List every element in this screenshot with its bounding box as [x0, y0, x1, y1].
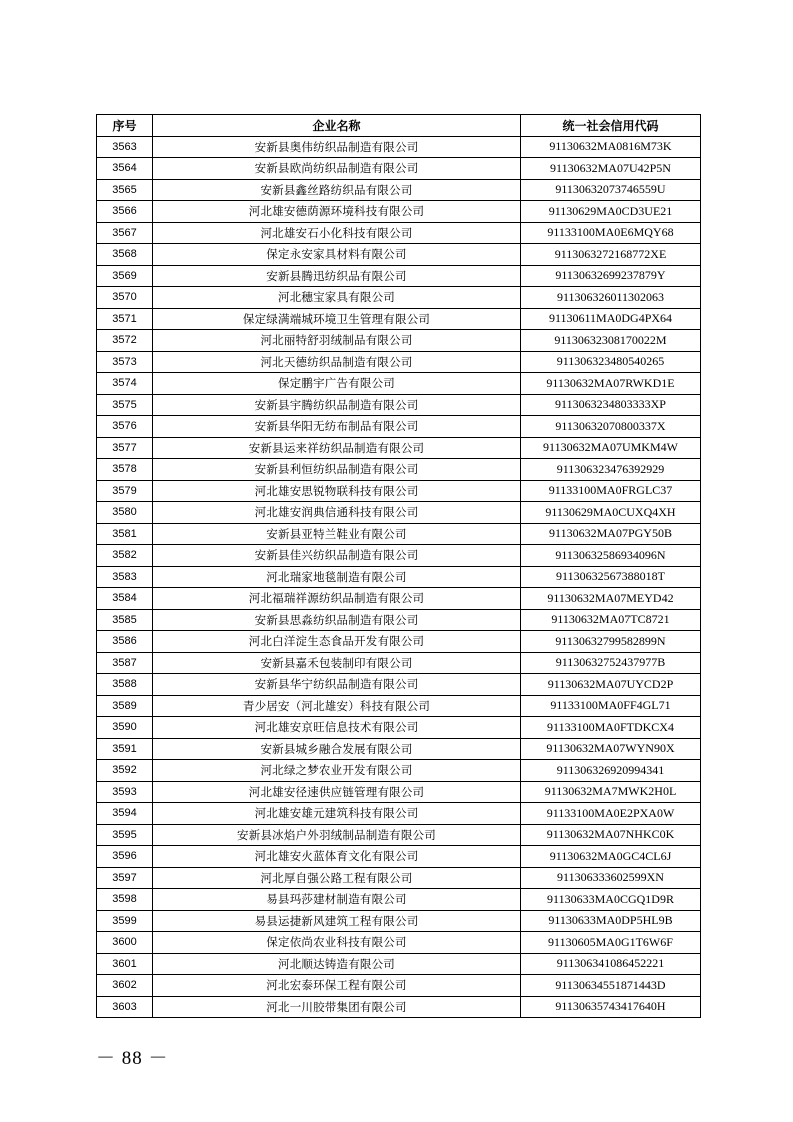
credit-code-cell: 91130632070800337X	[521, 416, 701, 438]
credit-code-cell: 91130632MA07PGY50B	[521, 523, 701, 545]
company-name-cell: 安新县华阳无纺布制品有限公司	[153, 416, 521, 438]
serial-number-cell: 3600	[97, 932, 153, 954]
company-name-cell: 保定绿满端城环境卫生管理有限公司	[153, 308, 521, 330]
company-name-cell: 安新县城乡融合发展有限公司	[153, 738, 521, 760]
company-name-cell: 安新县冰焰户外羽绒制品制造有限公司	[153, 824, 521, 846]
serial-number-cell: 3581	[97, 523, 153, 545]
table-row	[97, 738, 701, 760]
credit-code-cell: 911306323476392929	[521, 459, 701, 481]
table-row	[97, 545, 701, 567]
table-row	[97, 867, 701, 889]
credit-code-cell: 911306333602599XN	[521, 867, 701, 889]
table-row	[97, 480, 701, 502]
serial-number-cell: 3597	[97, 867, 153, 889]
table-row	[97, 996, 701, 1018]
credit-code-cell: 9113063272168772XE	[521, 244, 701, 266]
company-name-cell: 安新县欧尚纺织品制造有限公司	[153, 158, 521, 180]
credit-code-cell: 91130632MA07RWKD1E	[521, 373, 701, 395]
company-name-cell: 河北丽特舒羽绒制品有限公司	[153, 330, 521, 352]
credit-code-cell: 91130632699237879Y	[521, 265, 701, 287]
credit-code-cell: 9113063234803333XP	[521, 394, 701, 416]
header-company-name: 企业名称	[153, 115, 521, 137]
serial-number-cell: 3574	[97, 373, 153, 395]
serial-number-cell: 3582	[97, 545, 153, 567]
company-name-cell: 河北雄安德荫源环境科技有限公司	[153, 201, 521, 223]
credit-code-cell: 91133100MA0FF4GL71	[521, 695, 701, 717]
serial-number-cell: 3596	[97, 846, 153, 868]
serial-number-cell: 3586	[97, 631, 153, 653]
header-credit-code: 统一社会信用代码	[521, 115, 701, 137]
table-row	[97, 437, 701, 459]
table-row	[97, 244, 701, 266]
company-name-cell: 河北福瑞祥源纺织品制造有限公司	[153, 588, 521, 610]
company-name-cell: 河北宏泰环保工程有限公司	[153, 975, 521, 997]
serial-number-cell: 3568	[97, 244, 153, 266]
credit-code-cell: 91130632MA0816M73K	[521, 136, 701, 158]
table-row	[97, 265, 701, 287]
table-row	[97, 609, 701, 631]
company-name-cell: 安新县宇腾纺织品制造有限公司	[153, 394, 521, 416]
table-header-row	[97, 115, 701, 137]
serial-number-cell: 3571	[97, 308, 153, 330]
serial-number-cell: 3583	[97, 566, 153, 588]
company-name-cell: 安新县亚特兰鞋业有限公司	[153, 523, 521, 545]
enterprise-credit-code-table	[96, 114, 701, 1018]
credit-code-cell: 91133100MA0E6MQY68	[521, 222, 701, 244]
table-row	[97, 416, 701, 438]
credit-code-cell: 91130632MA0GC4CL6J	[521, 846, 701, 868]
serial-number-cell: 3573	[97, 351, 153, 373]
credit-code-cell: 91130632586934096N	[521, 545, 701, 567]
company-name-cell: 安新县腾迅纺织品有限公司	[153, 265, 521, 287]
company-name-cell: 河北天德纺织品制造有限公司	[153, 351, 521, 373]
table-row	[97, 760, 701, 782]
table-row	[97, 652, 701, 674]
table-row	[97, 717, 701, 739]
table-row	[97, 287, 701, 309]
credit-code-cell: 91130632MA07UMKM4W	[521, 437, 701, 459]
credit-code-cell: 91130632752437977B	[521, 652, 701, 674]
table-row	[97, 846, 701, 868]
company-name-cell: 青少居安（河北雄安）科技有限公司	[153, 695, 521, 717]
credit-code-cell: 91133100MA0E2PXA0W	[521, 803, 701, 825]
credit-code-cell: 911306323480540265	[521, 351, 701, 373]
table-row	[97, 330, 701, 352]
company-name-cell: 河北雄安京旺信息技术有限公司	[153, 717, 521, 739]
serial-number-cell: 3595	[97, 824, 153, 846]
table-row	[97, 566, 701, 588]
table-row	[97, 394, 701, 416]
table-row	[97, 459, 701, 481]
table-row	[97, 351, 701, 373]
serial-number-cell: 3575	[97, 394, 153, 416]
serial-number-cell: 3598	[97, 889, 153, 911]
serial-number-cell: 3588	[97, 674, 153, 696]
company-name-cell: 易县玛莎建材制造有限公司	[153, 889, 521, 911]
serial-number-cell: 3567	[97, 222, 153, 244]
credit-code-cell: 911306326011302063	[521, 287, 701, 309]
company-name-cell: 安新县奥伟纺织品制造有限公司	[153, 136, 521, 158]
company-name-cell: 河北雄安润典信通科技有限公司	[153, 502, 521, 524]
credit-code-cell: 91130632MA07U42P5N	[521, 158, 701, 180]
serial-number-cell: 3565	[97, 179, 153, 201]
credit-code-cell: 91130633MA0CGQ1D9R	[521, 889, 701, 911]
credit-code-cell: 91130632073746559U	[521, 179, 701, 201]
company-name-cell: 河北穗宝家具有限公司	[153, 287, 521, 309]
credit-code-cell: 91130605MA0G1T6W6F	[521, 932, 701, 954]
serial-number-cell: 3578	[97, 459, 153, 481]
table-row	[97, 588, 701, 610]
credit-code-cell: 91130632MA07UYCD2P	[521, 674, 701, 696]
table-row	[97, 781, 701, 803]
serial-number-cell: 3601	[97, 953, 153, 975]
company-name-cell: 易县运捷新风建筑工程有限公司	[153, 910, 521, 932]
company-name-cell: 河北雄安石小化科技有限公司	[153, 222, 521, 244]
serial-number-cell: 3580	[97, 502, 153, 524]
table-row	[97, 953, 701, 975]
company-name-cell: 保定永安家具材料有限公司	[153, 244, 521, 266]
company-name-cell: 河北一川胶带集团有限公司	[153, 996, 521, 1018]
credit-code-cell: 91133100MA0FTDKCX4	[521, 717, 701, 739]
serial-number-cell: 3602	[97, 975, 153, 997]
company-name-cell: 保定依尚农业科技有限公司	[153, 932, 521, 954]
credit-code-cell: 91130632MA7MWK2H0L	[521, 781, 701, 803]
credit-code-cell: 91130632MA07NHKC0K	[521, 824, 701, 846]
table-row	[97, 674, 701, 696]
table-row	[97, 889, 701, 911]
table-row	[97, 523, 701, 545]
credit-code-cell: 91130629MA0CUXQ4XH	[521, 502, 701, 524]
table-row	[97, 158, 701, 180]
company-name-cell: 安新县鑫丝路纺织品有限公司	[153, 179, 521, 201]
serial-number-cell: 3593	[97, 781, 153, 803]
company-name-cell: 安新县运来祥纺织品制造有限公司	[153, 437, 521, 459]
serial-number-cell: 3589	[97, 695, 153, 717]
company-name-cell: 河北顺达铸造有限公司	[153, 953, 521, 975]
company-name-cell: 河北厚自强公路工程有限公司	[153, 867, 521, 889]
serial-number-cell: 3563	[97, 136, 153, 158]
company-name-cell: 河北瑞家地毯制造有限公司	[153, 566, 521, 588]
credit-code-cell: 911306341086452221	[521, 953, 701, 975]
company-name-cell: 河北雄安火蓝体育文化有限公司	[153, 846, 521, 868]
serial-number-cell: 3576	[97, 416, 153, 438]
table-body	[97, 136, 701, 1018]
serial-number-cell: 3599	[97, 910, 153, 932]
table-row	[97, 136, 701, 158]
serial-number-cell: 3587	[97, 652, 153, 674]
credit-code-cell: 91130632MA07WYN90X	[521, 738, 701, 760]
credit-code-cell: 91130634551871443D	[521, 975, 701, 997]
table-row	[97, 179, 701, 201]
serial-number-cell: 3584	[97, 588, 153, 610]
credit-code-cell: 911306326920994341	[521, 760, 701, 782]
credit-code-cell: 91133100MA0FRGLC37	[521, 480, 701, 502]
credit-code-cell: 91130632MA07MEYD42	[521, 588, 701, 610]
table-row	[97, 975, 701, 997]
company-name-cell: 安新县佳兴纺织品制造有限公司	[153, 545, 521, 567]
serial-number-cell: 3594	[97, 803, 153, 825]
company-name-cell: 安新县华宁纺织品制造有限公司	[153, 674, 521, 696]
serial-number-cell: 3570	[97, 287, 153, 309]
serial-number-cell: 3566	[97, 201, 153, 223]
company-name-cell: 河北雄安雄元建筑科技有限公司	[153, 803, 521, 825]
page-number: － 88 －	[96, 1048, 169, 1069]
credit-code-cell: 91130632308170022M	[521, 330, 701, 352]
table-row	[97, 824, 701, 846]
header-serial-number: 序号	[97, 115, 153, 137]
serial-number-cell: 3592	[97, 760, 153, 782]
serial-number-cell: 3564	[97, 158, 153, 180]
credit-code-cell: 91130635743417640H	[521, 996, 701, 1018]
company-name-cell: 河北雄安思锐物联科技有限公司	[153, 480, 521, 502]
serial-number-cell: 3590	[97, 717, 153, 739]
credit-code-cell: 91130632567388018T	[521, 566, 701, 588]
credit-code-cell: 91130632799582899N	[521, 631, 701, 653]
serial-number-cell: 3577	[97, 437, 153, 459]
table-row	[97, 373, 701, 395]
company-name-cell: 安新县嘉禾包装制印有限公司	[153, 652, 521, 674]
table-row	[97, 502, 701, 524]
company-name-cell: 河北雄安径速供应链管理有限公司	[153, 781, 521, 803]
table-row	[97, 201, 701, 223]
table-row	[97, 308, 701, 330]
credit-code-cell: 91130633MA0DP5HL9B	[521, 910, 701, 932]
company-name-cell: 安新县思淼纺织品制造有限公司	[153, 609, 521, 631]
table-row	[97, 910, 701, 932]
serial-number-cell: 3591	[97, 738, 153, 760]
company-name-cell: 安新县利恒纺织品制造有限公司	[153, 459, 521, 481]
credit-code-cell: 91130632MA07TC8721	[521, 609, 701, 631]
serial-number-cell: 3603	[97, 996, 153, 1018]
company-name-cell: 河北白洋淀生态食品开发有限公司	[153, 631, 521, 653]
table-row	[97, 631, 701, 653]
table-row	[97, 803, 701, 825]
company-name-cell: 河北绿之梦农业开发有限公司	[153, 760, 521, 782]
company-name-cell: 保定鹏宇广告有限公司	[153, 373, 521, 395]
table-row	[97, 222, 701, 244]
table-row	[97, 695, 701, 717]
table-row	[97, 932, 701, 954]
serial-number-cell: 3572	[97, 330, 153, 352]
credit-code-cell: 91130629MA0CD3UE21	[521, 201, 701, 223]
credit-code-cell: 91130611MA0DG4PX64	[521, 308, 701, 330]
serial-number-cell: 3569	[97, 265, 153, 287]
serial-number-cell: 3585	[97, 609, 153, 631]
serial-number-cell: 3579	[97, 480, 153, 502]
